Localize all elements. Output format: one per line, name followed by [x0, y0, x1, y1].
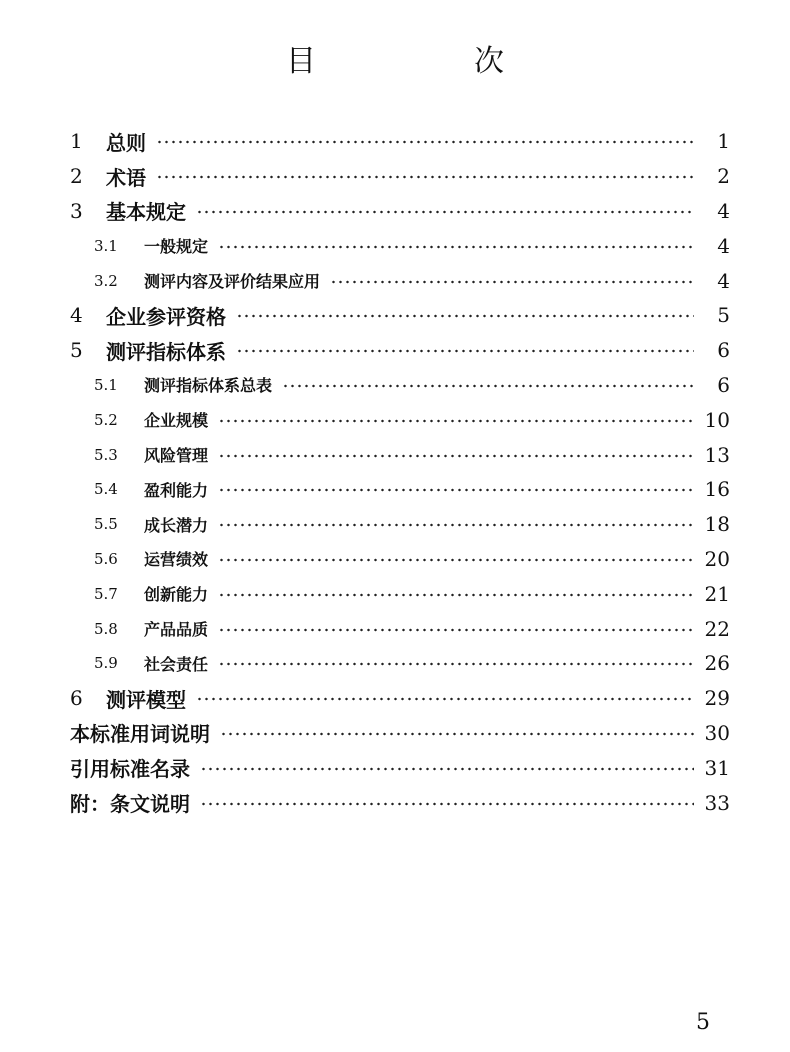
- toc-entry[interactable]: [70, 194, 730, 229]
- toc-entry-number: 6: [70, 686, 83, 711]
- toc-leader-dots: [218, 628, 694, 632]
- toc-entry-number: 5: [70, 338, 83, 363]
- toc-entry-page: 4: [717, 198, 730, 223]
- toc-entry-label: 企业规模: [144, 411, 209, 431]
- toc-entry-label: 企业参评资格: [106, 304, 226, 329]
- toc-entry-page: 4: [717, 233, 730, 258]
- toc-entry[interactable]: [70, 507, 730, 542]
- toc-leader-dots: [218, 523, 694, 527]
- toc-entry[interactable]: [70, 716, 730, 751]
- toc-entry[interactable]: [70, 437, 730, 472]
- toc-leader-dots: [196, 210, 694, 214]
- toc-leader-dots: [218, 662, 694, 666]
- toc-entry-label: 测评模型: [106, 687, 186, 712]
- toc-entry-page: 22: [704, 616, 730, 641]
- toc-leader-dots: [156, 175, 694, 179]
- toc-entry[interactable]: [70, 750, 730, 785]
- toc-entry-label: 风险管理: [144, 446, 209, 466]
- toc-entry[interactable]: [70, 542, 730, 577]
- toc-entry-page: 18: [704, 512, 730, 537]
- toc-entry-page: 16: [704, 477, 730, 502]
- toc-leader-dots: [330, 280, 694, 284]
- toc-entry-page: 1: [717, 129, 730, 154]
- toc-entry-page: 6: [717, 372, 730, 397]
- toc-leader-dots: [236, 314, 694, 318]
- toc-leader-dots: [156, 140, 694, 144]
- toc-leader-dots: [196, 697, 694, 701]
- toc-entry-number: 5.6: [94, 549, 118, 568]
- toc-entry-label: 附：条文说明: [70, 792, 190, 817]
- toc-entry-page: 10: [704, 407, 730, 432]
- toc-entry-label: 运营绩效: [144, 550, 209, 570]
- toc-entry-label: 成长潜力: [144, 515, 209, 535]
- toc-entry-label: 总则: [106, 130, 146, 155]
- toc-entry-page: 30: [704, 720, 730, 745]
- toc-entry-number: 2: [70, 164, 83, 189]
- toc-entry-page: 4: [717, 268, 730, 293]
- toc-entry-page: 6: [717, 338, 730, 363]
- table-of-contents: [70, 124, 730, 820]
- page-number: 5: [696, 1010, 710, 1035]
- toc-leader-dots: [236, 349, 694, 353]
- toc-entry-number: 5.9: [94, 654, 118, 673]
- toc-entry-number: 5.5: [94, 515, 118, 534]
- toc-entry-page: 29: [704, 686, 730, 711]
- toc-entry-page: 26: [704, 651, 730, 676]
- toc-entry-number: 3.2: [94, 271, 118, 290]
- toc-entry[interactable]: [70, 681, 730, 716]
- toc-entry-label: 本标准用词说明: [70, 722, 210, 747]
- toc-entry-label: 测评内容及评价结果应用: [144, 272, 321, 292]
- toc-entry-number: 3: [70, 198, 83, 223]
- toc-entry-page: 20: [704, 546, 730, 571]
- toc-leader-dots: [220, 732, 694, 736]
- toc-entry-number: 5.3: [94, 445, 118, 464]
- toc-entry[interactable]: [70, 333, 730, 368]
- toc-entry-number: 3.1: [94, 236, 118, 255]
- toc-leader-dots: [218, 419, 694, 423]
- toc-entry[interactable]: [70, 472, 730, 507]
- toc-entry-number: 5.1: [94, 375, 118, 394]
- toc-entry[interactable]: [70, 263, 730, 298]
- toc-entry[interactable]: [70, 402, 730, 437]
- page-title: 目 次: [286, 44, 568, 79]
- toc-entry[interactable]: [70, 298, 730, 333]
- toc-entry-number: 4: [70, 303, 83, 328]
- toc-entry-page: 5: [717, 303, 730, 328]
- toc-entry-label: 测评指标体系: [106, 339, 226, 364]
- toc-leader-dots: [200, 767, 694, 771]
- toc-entry-label: 一般规定: [144, 237, 209, 257]
- toc-entry-label: 测评指标体系总表: [144, 376, 273, 396]
- toc-entry-page: 21: [704, 581, 730, 606]
- toc-entry-number: 5.8: [94, 619, 118, 638]
- toc-leader-dots: [218, 245, 694, 249]
- toc-leader-dots: [218, 454, 694, 458]
- toc-entry[interactable]: [70, 159, 730, 194]
- toc-leader-dots: [282, 384, 694, 388]
- toc-entry-number: 5.2: [94, 410, 118, 429]
- toc-entry[interactable]: [70, 124, 730, 159]
- toc-entry-label: 盈利能力: [144, 480, 209, 500]
- toc-entry-page: 33: [704, 790, 730, 815]
- toc-entry[interactable]: [70, 228, 730, 263]
- toc-entry-number: 5.7: [94, 584, 118, 603]
- toc-entry-label: 产品品质: [144, 620, 209, 640]
- toc-leader-dots: [218, 593, 694, 597]
- toc-entry[interactable]: [70, 611, 730, 646]
- toc-entry-number: 1: [70, 129, 83, 154]
- toc-leader-dots: [218, 558, 694, 562]
- toc-entry[interactable]: [70, 368, 730, 403]
- toc-entry-page: 2: [717, 164, 730, 189]
- toc-entry-label: 社会责任: [144, 654, 209, 674]
- toc-leader-dots: [218, 488, 694, 492]
- toc-entry-label: 引用标准名录: [70, 757, 190, 782]
- toc-entry-page: 31: [704, 755, 730, 780]
- toc-leader-dots: [200, 802, 694, 806]
- toc-entry-page: 13: [704, 442, 730, 467]
- toc-entry[interactable]: [70, 576, 730, 611]
- toc-entry-number: 5.4: [94, 480, 118, 499]
- toc-entry-label: 基本规定: [106, 200, 186, 225]
- toc-entry-label: 创新能力: [144, 585, 209, 605]
- toc-entry-label: 术语: [106, 165, 146, 190]
- toc-entry[interactable]: [70, 646, 730, 681]
- toc-entry[interactable]: [70, 785, 730, 820]
